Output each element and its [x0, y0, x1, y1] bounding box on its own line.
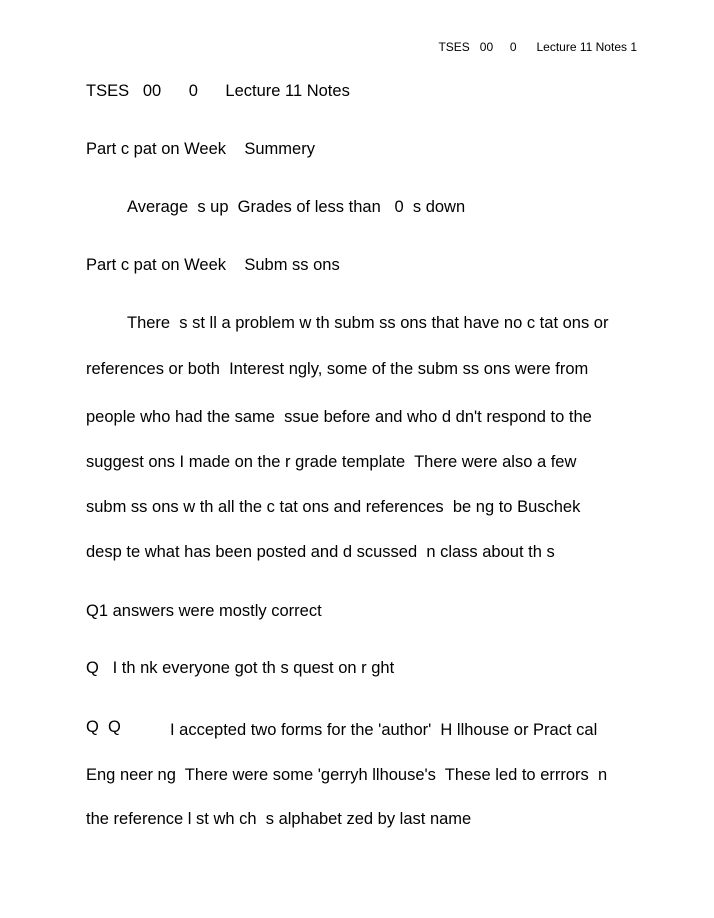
qq-paragraph-line: I accepted two forms for the 'author' H llhouse or Pract cal [170, 721, 598, 739]
q1-note: Q1 answers were mostly correct [86, 602, 322, 620]
submissions-paragraph-line: desp te what has been posted and d scussed n class about th s [86, 543, 555, 561]
submissions-paragraph-line: There s st ll a problem w th subm ss ons that have no c tat ons or [127, 314, 609, 332]
submissions-paragraph-line: people who had the same ssue before and who d dn't respond to the [86, 408, 592, 426]
submissions-paragraph-line: references or both Interest ngly, some of the subm ss ons were from [86, 360, 589, 378]
document-title: TSES 00 0 Lecture 11 Notes [86, 82, 350, 100]
qq-label: Q Q [86, 718, 121, 736]
summary-text: Average s up Grades of less than 0 s down [127, 198, 466, 216]
running-header: TSES 00 0 Lecture 11 Notes 1 [438, 40, 637, 54]
q2-note: Q I th nk everyone got th s quest on r ght [86, 659, 395, 677]
submissions-paragraph-line: subm ss ons w th all the c tat ons and references be ng to Buschek [86, 498, 581, 516]
section-heading-submissions: Part c pat on Week Subm ss ons [86, 256, 340, 274]
section-heading-summary: Part c pat on Week Summery [86, 140, 315, 158]
qq-paragraph-line: the reference l st wh ch s alphabet zed by last name [86, 810, 472, 828]
qq-paragraph-line: Eng neer ng There were some 'gerryh llhouse's These led to errrors n [86, 766, 608, 784]
submissions-paragraph-line: suggest ons I made on the r grade template There were also a few [86, 453, 577, 471]
